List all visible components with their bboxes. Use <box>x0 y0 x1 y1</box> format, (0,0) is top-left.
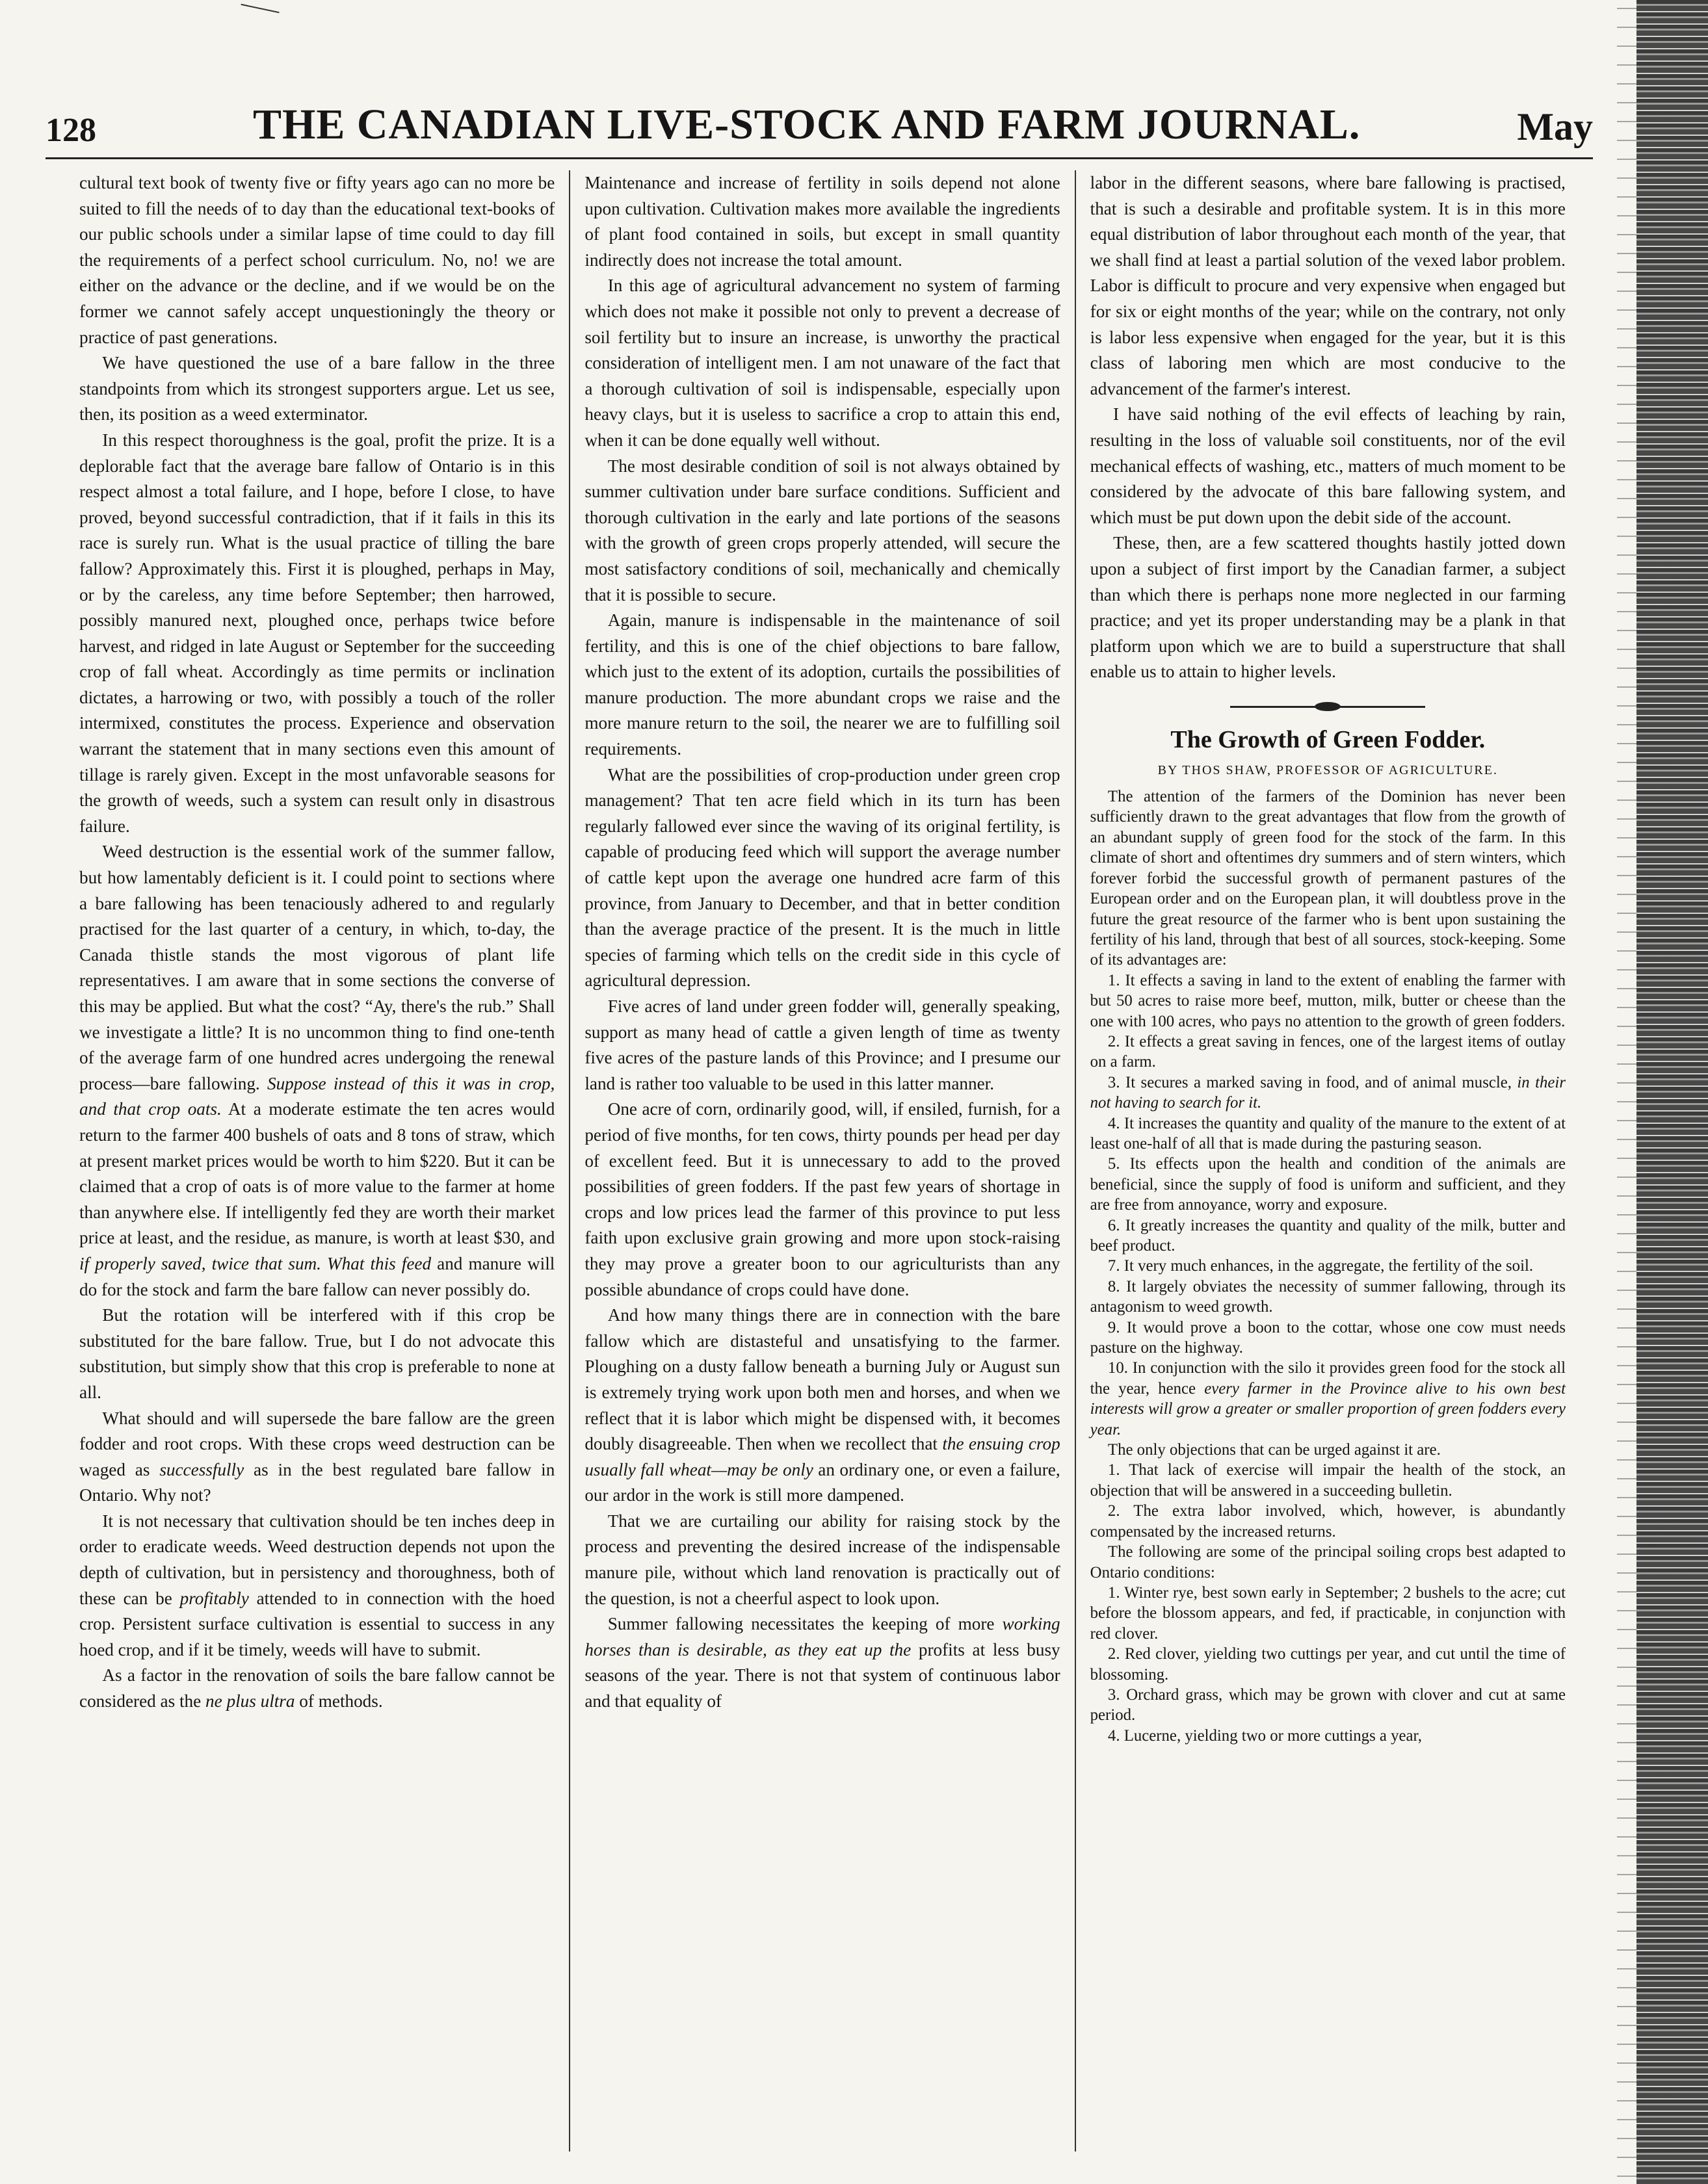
page-header <box>46 98 1593 159</box>
list-item: 5. Its effects upon the health and condition of the animals are beneficial, since the supply of food is uniform and sufficient, and they are free from annoyance, worry and exposure. <box>1090 1155 1566 1214</box>
paragraph <box>585 1611 1060 1714</box>
italic-run: working horses than is desirable, as they eat up the <box>585 1614 1060 1659</box>
list-item: 7. It very much enhances, in the aggregate, the fertility of the soil. <box>1107 1257 1534 1275</box>
italic-run: the ensuing crop usually fall wheat—may be only <box>585 1434 1060 1479</box>
text-run: It is not necessary that cultivation should be ten inches deep in order to eradicate weeds. Weed destruction depends not upon the depth of cultivation, but in persistency and thoroughness, both of these can be <box>79 1511 555 1608</box>
page-number: 128 <box>46 112 96 149</box>
issue-month: May <box>1517 105 1593 148</box>
list-item: 2. It effects a great saving in fences, one of the largest items of outlay on a farm. <box>1090 1032 1566 1071</box>
paragraph <box>79 1406 555 1509</box>
text-run: and manure will do for the stock and farm the bare fallow can never possibly do. <box>79 1253 555 1299</box>
text-run: profits at less busy seasons of the year. There is not that system of continuous labor and that equality of <box>585 1639 1060 1711</box>
paragraph: But the rotation will be interfered with if this crop be substituted for the bare fallow. True, but I do not advocate this substitution, but simply show that this crop is preferable to none at all. <box>79 1305 555 1402</box>
italic-run: Suppose instead of this it was in crop, and that crop oats. <box>79 1073 555 1119</box>
scanned-page-edge <box>1636 0 1708 2184</box>
paragraph: The most desirable condition of soil is not always obtained by summer cultivation under bare surface conditions. Sufficient and thorough cultivation in the early and late portions of the seasons with the growth of green crops properly attended, will secure the most satisfactory conditions of soil, mechanically and chemically that it is possible to secure. <box>585 456 1060 604</box>
italic-run: every farmer in the Province alive to his own best interests will grow a greater or smaller proportion of green fodders every year. <box>1090 1379 1566 1438</box>
journal-page <box>46 98 1593 2152</box>
text-run: as in the best regulated bare fallow in Ontario. Why not? <box>79 1459 555 1505</box>
text-run: At a moderate estimate the ten acres would return to the farmer 400 bushels of oats and 8 tons of straw, which at present market prices would be worth to him $220. But it can be claimed that a crop of oats is of more value to the farmer at home than anywhere else. If intelligently fed they are worth their market price at least, and the residue, as manure, is worth at least $30, and <box>79 1099 555 1248</box>
text-run: And how many things there are in connection with the bare fallow which are distasteful and unsatisfying to the farmer. Ploughing on a dusty fallow beneath a burning July or August sun is extremely trying work upon both men and horses, and when we reflect that it is labor which might be dispensed with, it becomes doubly disagreeable. Then when we recollect that <box>585 1305 1060 1454</box>
text-run: of methods. <box>295 1691 383 1711</box>
text-run: 10. In conjunction with the silo it provides green food for the stock all the year, hence <box>1090 1359 1566 1398</box>
paragraph: What are the possibilities of crop-production under green crop management? That ten acre field which in its turn has been regularly fallowed ever since the waving of its original fertility, is capable of producing feed which will support the average number of cattle kept upon the average one hundred acre farm of this province, from January to December, and that in better condition than the average practice of the present. It is the much in little species of farming which tells on the credit side in this cycle of agricultural depression. <box>585 764 1060 991</box>
list-item: 1. It effects a saving in land to the extent of enabling the farmer with but 50 acres to raise more beef, mutton, milk, butter or cheese than the one with 100 acres, who pays no attention to the growth of green fodders. <box>1090 971 1566 1030</box>
scan-mark <box>241 4 279 13</box>
article-heading: The Growth of Green Fodder. <box>1170 725 1486 753</box>
paragraph <box>79 1509 555 1663</box>
paragraph: The following are some of the principal soiling crops best adapted to Ontario conditions: <box>1090 1543 1566 1581</box>
paragraph <box>585 1303 1060 1509</box>
column-3 <box>1075 170 1580 2152</box>
paragraph <box>79 839 555 1303</box>
paragraph: That we are curtailing our ability for raising stock by the process and preventing the desired increase of the indispensable manure pile, without which land renovation is practically out of the question, is not a cheerful aspect to look upon. <box>585 1511 1060 1608</box>
paragraph: Maintenance and increase of fertility in soils depend not alone upon cultivation. Cultivation makes more available the ingredients of plant food contained in soils, but except in small quantity indirectly does not increase the total amount. <box>585 173 1060 270</box>
paragraph: We have questioned the use of a bare fallow in the three standpoints from which its strongest supporters argue. Let us see, then, its position as a weed exterminator. <box>79 353 555 424</box>
paragraph: These, then, are a few scattered thoughts hastily jotted down upon a subject of first import by the Canadian farmer, a subject than which there is perhaps none more neglected in our farming practice; and yet its proper understanding may be a plank in that platform upon which we are to build a superstructure that shall enable us to attain to higher levels. <box>1090 533 1566 682</box>
text-run: Summer fallowing necessitates the keeping of more <box>607 1614 1003 1634</box>
list-item: 2. The extra labor involved, which, however, is abundantly compensated by the increased returns. <box>1090 1502 1566 1540</box>
list-item: 1. That lack of exercise will impair the health of the stock, an objection that will be answered in a succeeding bulletin. <box>1090 1461 1566 1500</box>
paragraph: In this age of agricultural advancement no system of farming which does not make it possible not only to prevent a decrease of soil fertility but to insure an increase, is unworthy the practical consideration of intelligent men. I am not unaware of the fact that a thorough cultivation of soil is indispensable, especially upon heavy clays, but it is useless to sacrifice a crop to attain this end, when it can be done equally well without. <box>585 276 1060 450</box>
text-run: 3. It secures a marked saving in food, and of animal muscle, <box>1107 1073 1517 1091</box>
list-item: 8. It largely obviates the necessity of summer fallowing, through its antagonism to weed growth. <box>1090 1277 1566 1316</box>
text-run: Weed destruction is the essential work of the summer fallow, but how lamentably deficient is it. I could point to sections where a bare fallowing has been tenaciously adhered to and regularly practised for the last quarter of a century, in which, to-day, the Canada thistle stands the most vigorous of plant life representatives. I am aware that in some sections the converse of this may be applied. But what the cost? “Ay, there's the rub.” Shall we investigate a little? It is no uncommon thing to find one-tenth of the average farm of one hundred acres undergoing the renewal process—bare fallowing. <box>79 842 555 1093</box>
paragraph <box>79 1663 555 1714</box>
italic-run: if properly saved, twice that sum. What this feed <box>79 1253 432 1273</box>
column-2 <box>569 170 1074 2152</box>
italic-run: in their not having to search for it. <box>1090 1073 1566 1112</box>
article-byline: BY THOS SHAW, PROFESSOR OF AGRICULTURE. <box>1157 763 1498 778</box>
text-run: As a factor in the renovation of soils the bare fallow cannot be considered as the <box>79 1665 555 1711</box>
paragraph: The attention of the farmers of the Dominion has never been sufficiently drawn to the great advantages that flow from the growth of an abundant supply of green food for the stock of the farm. In this climate of short and oftentimes dry summers and of stern winters, which forever forbid the successful growth of permanent pastures of the European order and on the European plan, it will doubtless prove in the future the great resource of the farmer who is bent upon sustaining the fertility of his land, through that best of all sources, stock-keeping. Some of its advantages are: <box>1090 788 1566 969</box>
text-run: attended to in connection with the hoed crop. Persistent surface cultivation is essential to success in any hoed crop, and if it be timely, weeds will have to submit. <box>79 1588 555 1659</box>
list-item: 9. It would prove a boon to the cottar, whose one cow must needs pasture on the highway. <box>1090 1318 1566 1357</box>
italic-run: successfully <box>159 1459 244 1479</box>
paragraph: The only objections that can be urged against it are. <box>1107 1441 1441 1459</box>
list-item: 4. It increases the quantity and quality of the manure to the extent of at least one-half of all that is made during the pasturing season. <box>1090 1114 1566 1152</box>
list-item: 1. Winter rye, best sown early in September; 2 bushels to the acre; cut before the blossom appears, and fed, if practicable, in conjunction with red clover. <box>1090 1583 1566 1643</box>
section-divider <box>1230 706 1425 708</box>
article-columns <box>65 170 1580 2152</box>
paragraph: In this respect thoroughness is the goal, profit the prize. It is a deplorable fact that the average bare fallow of Ontario is in this respect almost a total failure, and I hope, before I close, to have proved, beyond successful contradiction, that if it fails in this its race is surely run. What is the usual practice of tilling the bare fallow? Approximately this. First it is ploughed, perhaps in May, or by the careless, any time before September; then harrowed, possibly manured next, ploughed once, perhaps twice before harvest, and ridged in late August or September for the succeeding crop of fall wheat. Accordingly as time permits or inclination dictates, a harrowing or two, with possibly a touch of the roller intermixed, constitutes the process. Experience and observation warrant the statement that in many sections even this amount of tillage is rarely given. Except in the most unfavorable seasons for the growth of weeds, such a system can result only in disastrous failure. <box>79 430 555 836</box>
italic-run: ne plus ultra <box>205 1691 295 1711</box>
italic-run: profitably <box>179 1588 249 1608</box>
list-item: 2. Red clover, yielding two cuttings per year, and cut until the time of blossoming. <box>1090 1645 1566 1684</box>
list-item: 6. It greatly increases the quantity and quality of the milk, butter and beef product. <box>1090 1216 1566 1254</box>
paragraph: cultural text book of twenty five or fifty years ago can no more be suited to fill the needs of to day than the educational text-books of our public schools under a similar lapse of time could to day fill the requirements of a perfect school curriculum. No, no! we are either on the advance or the decline, and if we would be on the former we cannot safely accept unquestioningly the theory or practice of past generations. <box>79 173 555 347</box>
list-item <box>1090 1072 1566 1113</box>
paragraph: Five acres of land under green fodder will, generally speaking, support as many head of cattle a given length of time as twenty five acres of the pasture lands of this Province; and I presume our land is rather too valuable to be used in this latter manner. <box>585 996 1060 1093</box>
paragraph: labor in the different seasons, where bare fallowing is practised, that is such a desirable and profitable system. It is in this more equal distribution of labor throughout each month of the year, that we shall find at least a partial solution of the vexed labor problem. Labor is difficult to procure and very expensive when engaged but for six or eight months of the year; while on the contrary, not only is labor less expensive when engaged for the year, but it is this class of laboring men which are most conducive to the advancement of the farmer's interest. <box>1090 173 1566 398</box>
paragraph: I have said nothing of the evil effects of leaching by rain, resulting in the loss of valuable soil constituents, nor of the evil mechanical effects of washing, etc., matters of much moment to be considered by the advocate of this bare fallowing system, and which must be put down upon the debit side of the account. <box>1090 404 1566 527</box>
paragraph: Again, manure is indispensable in the maintenance of soil fertility, and this is one of the chief objections to bare fallow, which just to the extent of its adoption, curtails the possibilities of manure production. The more abundant crops we raise and the more manure return to the soil, the nearer we are to fulfilling soil requirements. <box>585 610 1060 759</box>
paragraph: One acre of corn, ordinarily good, will, if ensiled, furnish, for a period of five months, for ten cows, thirty pounds per head per day of excellent feed. But it is unnecessary to add to the proved possibilities of green fodders. If the past few years of shortage in crops and low prices lead the farmer of this province to put less faith upon exclusive grain growing and more upon stock-raising they may prove a greater boon to our agriculturists than any possible abundance of crops could have done. <box>585 1099 1060 1299</box>
column-1 <box>65 170 569 2152</box>
article-body <box>1090 786 1566 1746</box>
journal-title: THE CANADIAN LIVE-STOCK AND FARM JOURNAL. <box>253 101 1361 148</box>
list-item: 3. Orchard grass, which may be grown with clover and cut at same period. <box>1090 1685 1566 1724</box>
text-run: What should and will supersede the bare fallow are the green fodder and root crops. With these crops weed destruction can be waged as <box>79 1408 555 1479</box>
list-item: 4. Lucerne, yielding two or more cuttings a year, <box>1107 1726 1423 1745</box>
scanned-page-edge-shadow <box>1617 0 1636 2184</box>
text-run: an ordinary one, or even a failure, our ardor in the work is still more dampened. <box>585 1459 1060 1505</box>
list-item <box>1090 1358 1566 1440</box>
